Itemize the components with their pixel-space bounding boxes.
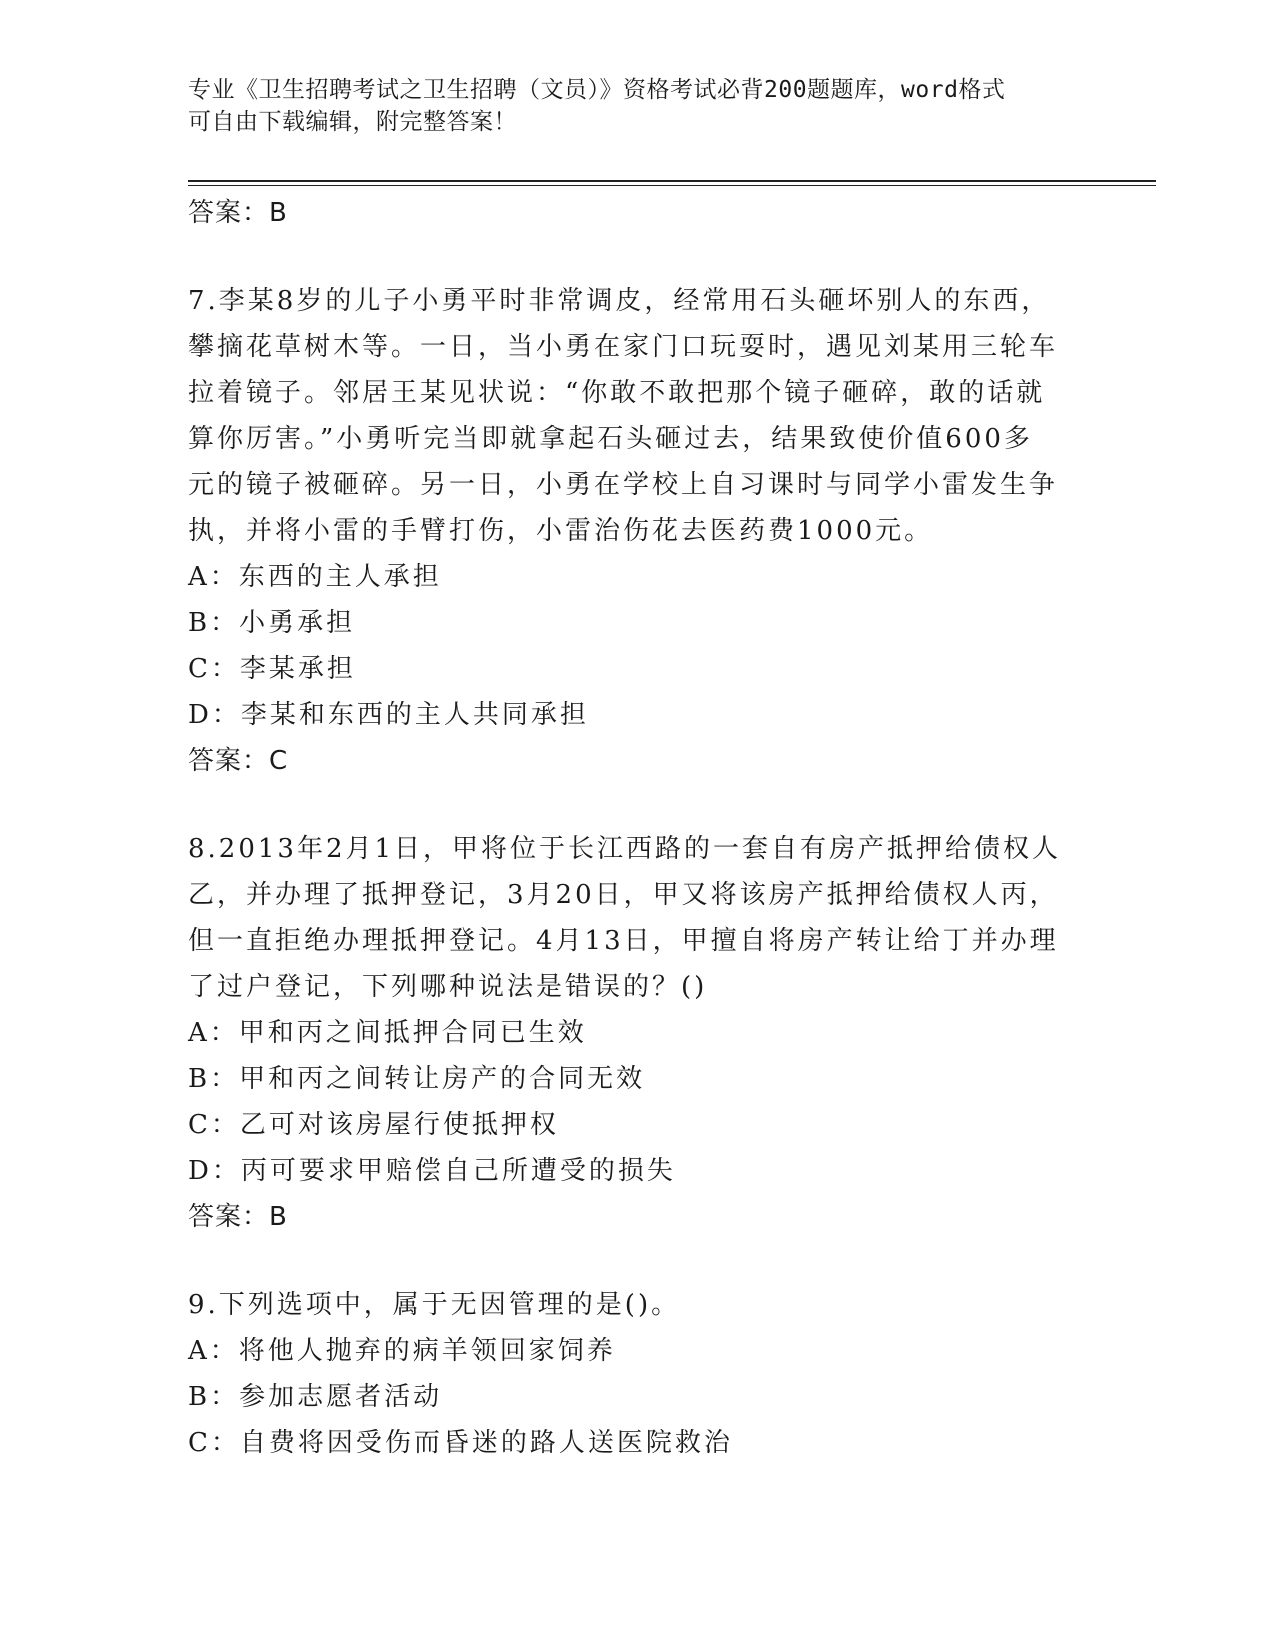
question-8	[188, 826, 1088, 1240]
question-9-line-1: 9.下列选项中，属于无因管理的是()。	[188, 1290, 681, 1320]
question-7-option-c: C：李某承担	[188, 654, 356, 684]
header-title-line-2: 可自由下载编辑，附完整答案！	[188, 109, 517, 135]
question-7-option-a: A：东西的主人承担	[188, 562, 442, 592]
question-7-line-1: 7.李某8岁的儿子小勇平时非常调皮，经常用石头砸坏别人的东西，	[188, 286, 1051, 316]
question-8-line-2: 乙，并办理了抵押登记，3月20日，甲又将该房产抵押给债权人丙，	[188, 880, 1059, 910]
header-divider-thick	[188, 180, 1156, 182]
answer-q7: 答案：C	[188, 746, 289, 776]
question-7-option-d: D：李某和东西的主人共同承担	[188, 700, 589, 730]
question-9-option-c: C：自费将因受伤而昏迷的路人送医院救治	[188, 1428, 733, 1458]
page-header	[188, 74, 1088, 138]
question-8-option-c: C：乙可对该房屋行使抵押权	[188, 1110, 559, 1140]
question-9-option-a: A：将他人抛弃的病羊领回家饲养	[188, 1336, 616, 1366]
question-8-option-a: A：甲和丙之间抵押合同已生效	[188, 1018, 587, 1048]
question-7-line-3: 拉着镜子。邻居王某见状说：“你敢不敢把那个镜子砸碎，敢的话就	[188, 378, 1046, 408]
question-7	[188, 278, 1088, 784]
question-7-line-6: 执，并将小雷的手臂打伤，小雷治伤花去医药费1000元。	[188, 516, 934, 546]
question-8-line-3: 但一直拒绝办理抵押登记。4月13日，甲擅自将房产转让给丁并办理	[188, 926, 1059, 956]
question-7-line-2: 攀摘花草树木等。一日，当小勇在家门口玩耍时，遇见刘某用三轮车	[188, 332, 1059, 362]
document-body	[188, 190, 1088, 1466]
answer-q8: 答案：B	[188, 1202, 288, 1232]
question-9-option-b: B：参加志愿者活动	[188, 1382, 443, 1412]
question-8-line-4: 了过户登记，下列哪种说法是错误的？()	[188, 972, 708, 1002]
question-9	[188, 1282, 1088, 1466]
question-8-option-b: B：甲和丙之间转让房产的合同无效	[188, 1064, 646, 1094]
header-divider-thin	[188, 185, 1156, 186]
question-7-line-5: 元的镜子被砸碎。另一日，小勇在学校上自习课时与同学小雷发生争	[188, 470, 1059, 500]
question-8-option-d: D：丙可要求甲赔偿自己所遭受的损失	[188, 1156, 676, 1186]
question-7-option-b: B：小勇承担	[188, 608, 356, 638]
header-title-line-1: 专业《卫生招聘考试之卫生招聘（文员）》资格考试必背200题题库，word格式	[188, 77, 1006, 103]
question-8-line-1: 8.2013年2月1日，甲将位于长江西路的一套自有房产抵押给债权人	[188, 834, 1062, 864]
answer-q6: 答案：B	[188, 198, 288, 228]
question-7-line-4: 算你厉害。”小勇听完当即就拿起石头砸过去，结果致使价值600多	[188, 424, 1033, 454]
